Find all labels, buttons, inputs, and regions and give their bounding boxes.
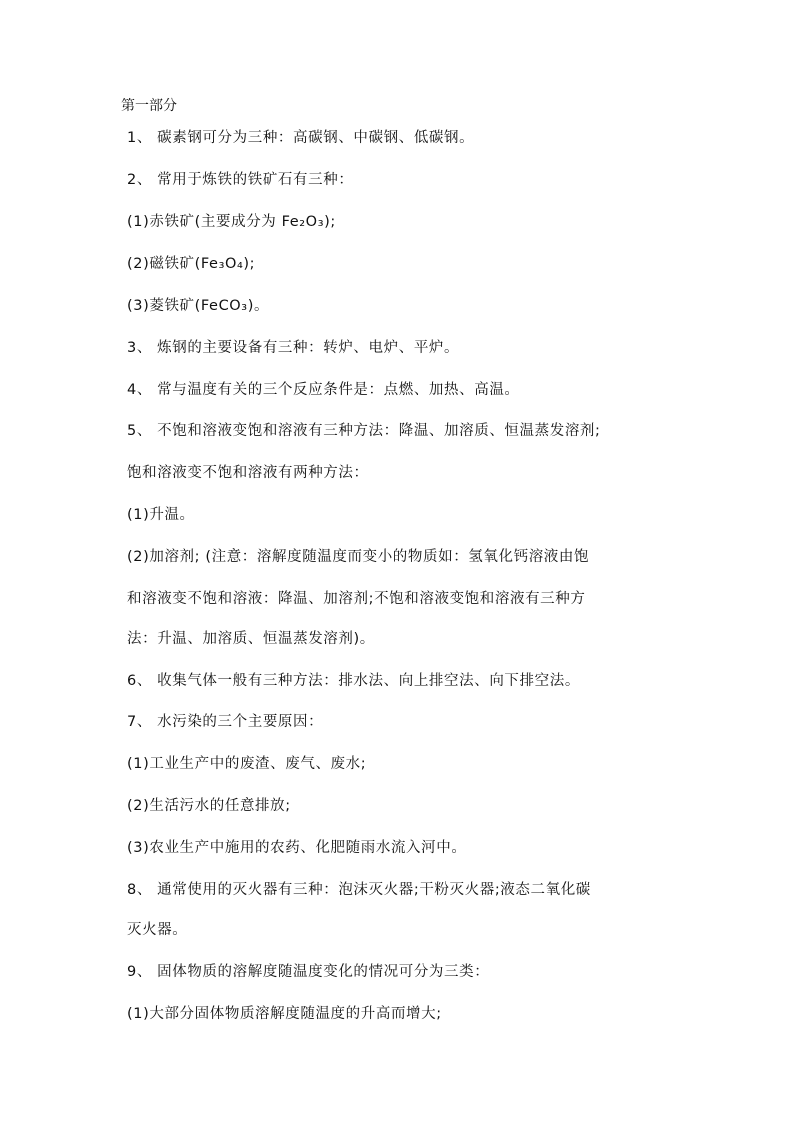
section-heading: 第一部分 bbox=[121, 98, 177, 114]
text-line-9: 饱和溶液变不饱和溶液有两种方法： bbox=[127, 465, 369, 481]
text-line-17: (2)生活污水的任意排放; bbox=[127, 798, 291, 814]
text-line-13: 法：升温、加溶质、恒温蒸发溶剂)。 bbox=[127, 631, 375, 647]
text-line-11: (2)加溶剂; (注意：溶解度随温度而变小的物质如：氢氧化钙溶液由饱 bbox=[127, 549, 590, 565]
text-line-8: 5、 不饱和溶液变饱和溶液有三种方法：降温、加溶质、恒温蒸发溶剂; bbox=[127, 423, 601, 439]
text-line-22: (1)大部分固体物质溶解度随温度的升高而增大; bbox=[127, 1006, 442, 1022]
text-line-5: (3)菱铁矿(FeCO₃)。 bbox=[127, 298, 270, 314]
text-line-12: 和溶液变不饱和溶液：降温、加溶剂;不饱和溶液变饱和溶液有三种方 bbox=[127, 591, 586, 607]
text-line-19: 8、 通常使用的灭火器有三种：泡沫灭火器;干粉灭火器;液态二氧化碳 bbox=[127, 882, 591, 898]
text-line-21: 9、 固体物质的溶解度随温度变化的情况可分为三类： bbox=[127, 964, 490, 980]
text-line-7: 4、 常与温度有关的三个反应条件是：点燃、加热、高温。 bbox=[127, 382, 520, 398]
text-line-6: 3、 炼钢的主要设备有三种：转炉、电炉、平炉。 bbox=[127, 340, 460, 356]
text-line-3: (1)赤铁矿(主要成分为 Fe₂O₃); bbox=[127, 214, 336, 230]
text-line-10: (1)升温。 bbox=[127, 507, 195, 523]
text-line-1: 1、 碳素钢可分为三种：高碳钢、中碳钢、低碳钢。 bbox=[127, 130, 475, 146]
text-line-18: (3)农业生产中施用的农药、化肥随雨水流入河中。 bbox=[127, 840, 467, 856]
text-line-2: 2、 常用于炼铁的铁矿石有三种： bbox=[127, 172, 354, 188]
text-line-20: 灭火器。 bbox=[127, 922, 188, 938]
text-line-16: (1)工业生产中的废渣、废气、废水; bbox=[127, 756, 367, 772]
text-line-14: 6、 收集气体一般有三种方法：排水法、向上排空法、向下排空法。 bbox=[127, 673, 580, 689]
text-line-4: (2)磁铁矿(Fe₃O₄); bbox=[127, 256, 256, 272]
text-line-15: 7、 水污染的三个主要原因： bbox=[127, 714, 324, 730]
